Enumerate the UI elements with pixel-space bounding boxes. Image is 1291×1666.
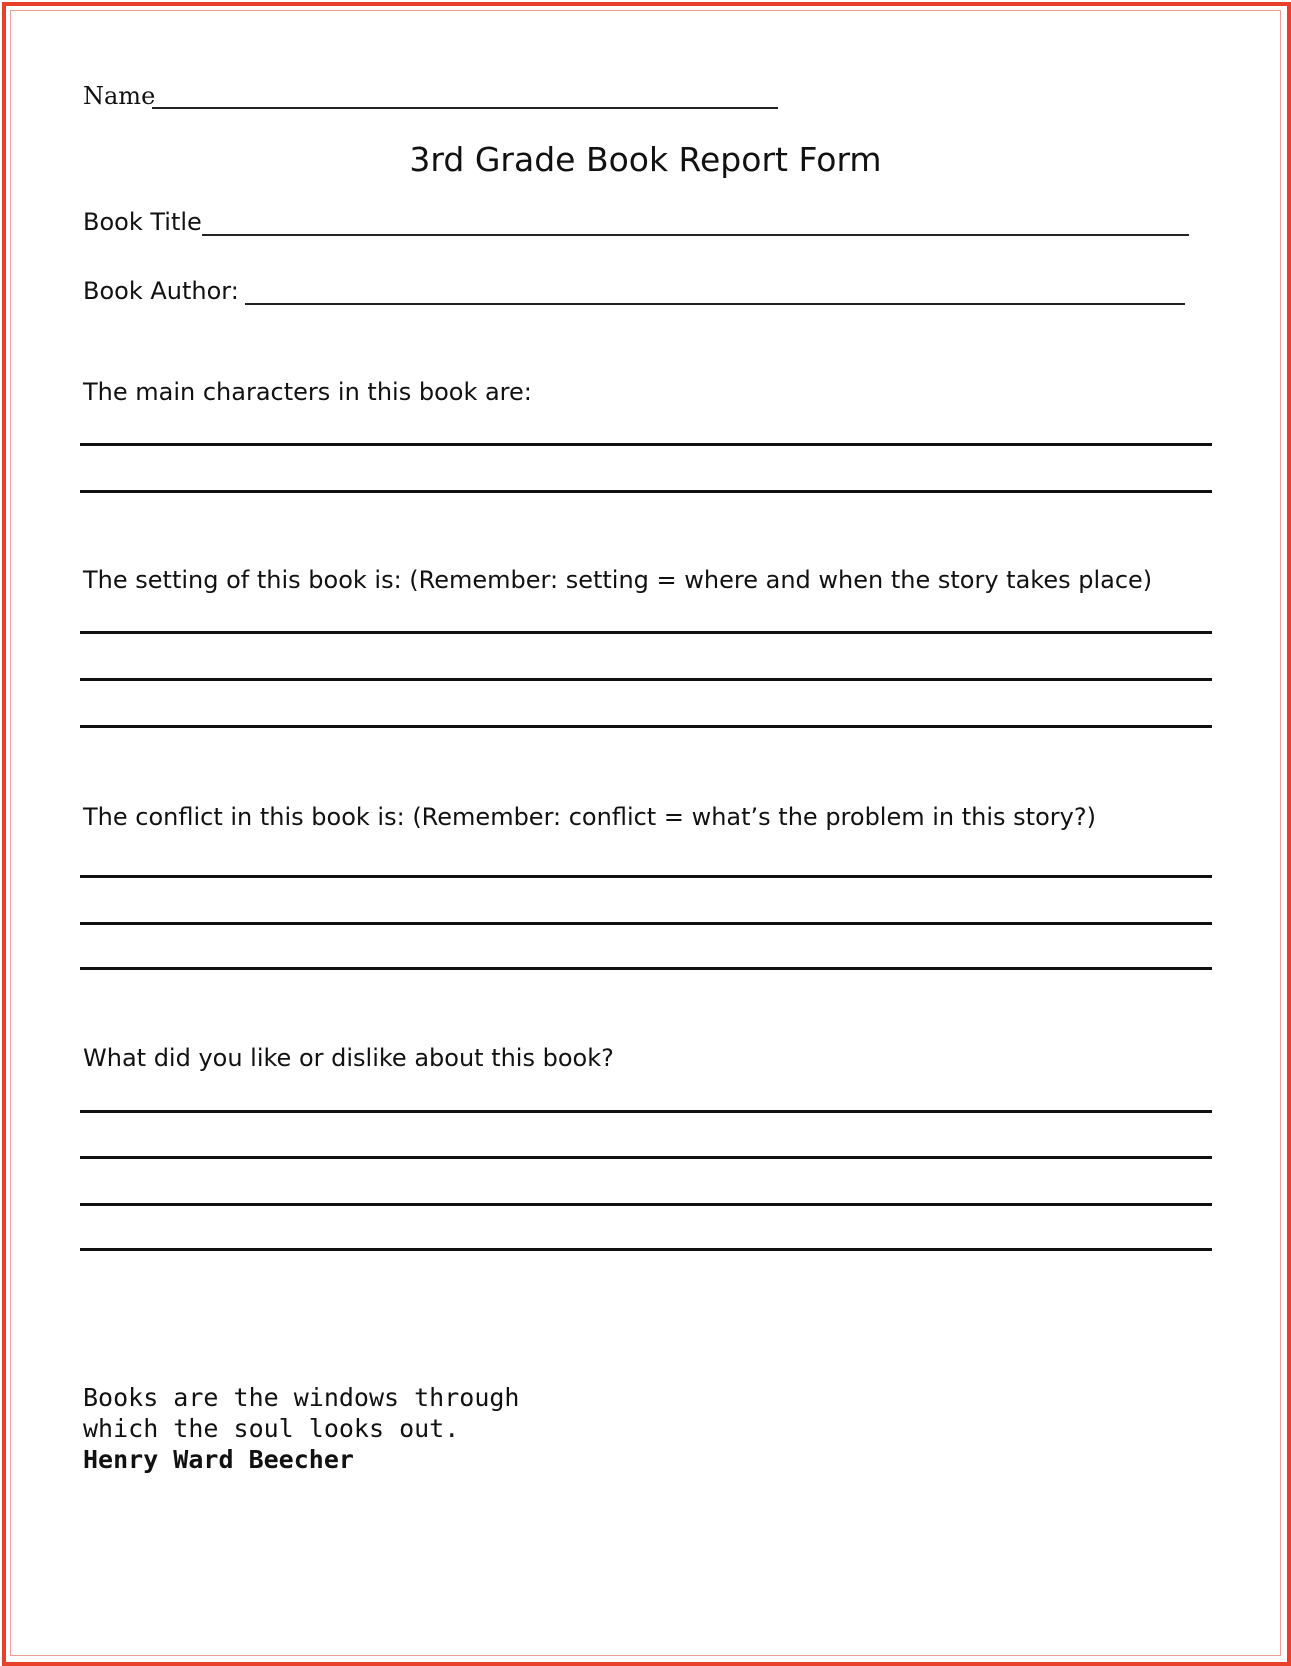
book-title-label: Book Title	[83, 208, 202, 236]
setting-answer-line-1[interactable]	[80, 631, 1212, 634]
name-input-line[interactable]	[152, 107, 778, 109]
opinion-answer-line-3[interactable]	[80, 1203, 1212, 1206]
opinion-answer-line-4[interactable]	[80, 1248, 1212, 1251]
quote-block	[83, 1382, 520, 1475]
conflict-answer-line-3[interactable]	[80, 967, 1212, 970]
opinion-answer-line-1[interactable]	[80, 1110, 1212, 1113]
setting-answer-line-3[interactable]	[80, 725, 1212, 728]
opinion-answer-line-2[interactable]	[80, 1156, 1212, 1159]
quote-line-2: which the soul looks out.	[83, 1414, 460, 1443]
characters-answer-line-1[interactable]	[80, 443, 1212, 446]
conflict-prompt: The conflict in this book is: (Remember: conflict = what’s the problem in this story?)	[83, 803, 1096, 831]
conflict-answer-line-1[interactable]	[80, 875, 1212, 878]
page-title: 3rd Grade Book Report Form	[409, 140, 882, 179]
setting-prompt: The setting of this book is: (Remember: setting = where and when the story takes place)	[83, 566, 1153, 594]
characters-answer-line-2[interactable]	[80, 490, 1212, 493]
quote-line-1: Books are the windows through	[83, 1383, 520, 1412]
setting-answer-line-2[interactable]	[80, 678, 1212, 681]
book-author-input-line[interactable]	[245, 303, 1185, 305]
book-title-input-line[interactable]	[202, 234, 1189, 236]
quote-author: Henry Ward Beecher	[83, 1445, 354, 1474]
characters-prompt: The main characters in this book are:	[83, 378, 532, 406]
book-author-label: Book Author:	[83, 277, 239, 305]
opinion-prompt: What did you like or dislike about this book?	[83, 1044, 614, 1072]
conflict-answer-line-2[interactable]	[80, 922, 1212, 925]
name-label: Name	[83, 82, 156, 110]
